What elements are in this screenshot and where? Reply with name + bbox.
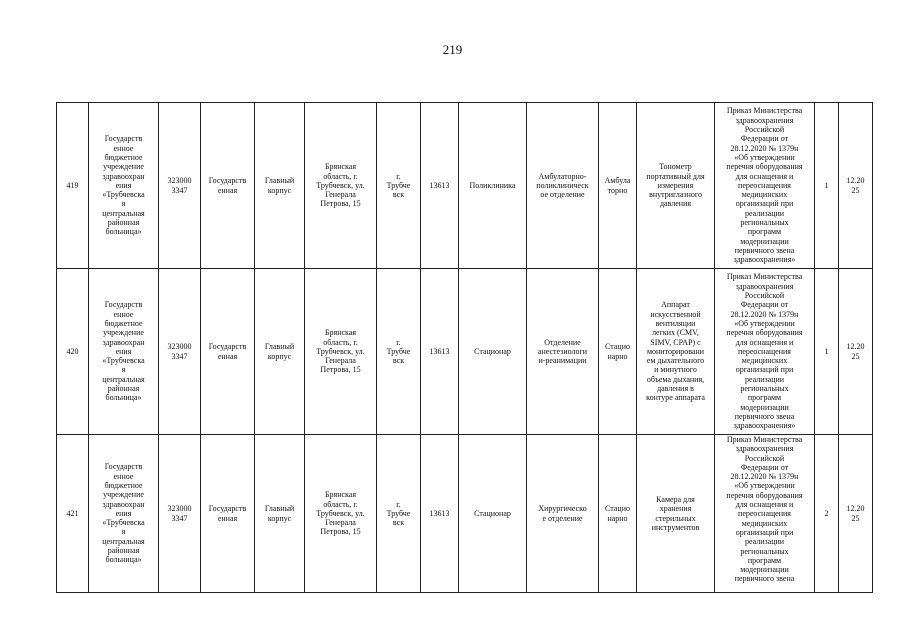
facility-type: Стационар — [459, 269, 527, 435]
city: г. Трубче вск — [377, 269, 421, 435]
due-date: 12.20 25 — [839, 269, 873, 435]
institution-name: Государств енное бюджетное учреждение здравоохран ения «Трубчевска я центральная районная больница» — [89, 269, 159, 435]
page-number: 219 — [442, 42, 463, 57]
legal-basis: Приказ Министерства здравоохранения Российской Федерации от 28.12.2020 № 1379н «Об утверждении перечня оборудования для оснащения и переоснащения медицинских организаций при реализации региональных программ модернизации первичного звена здравоохранения» — [715, 269, 815, 435]
equipment-name: Камера для хранения стерильных инструментов — [637, 435, 715, 593]
building: Главный корпус — [255, 435, 305, 593]
quantity: 1 — [815, 269, 839, 435]
building: Главный корпус — [255, 269, 305, 435]
ownership-form: Государств енная — [201, 269, 255, 435]
address: Брянская область, г. Трубчевск, ул. Генерала Петрова, 15 — [305, 103, 377, 269]
quantity: 1 — [815, 103, 839, 269]
city: г. Трубче вск — [377, 103, 421, 269]
institution-name: Государств енное бюджетное учреждение здравоохран ения «Трубчевска я центральная районная больница» — [89, 103, 159, 269]
institution-code: 323000 3347 — [159, 269, 201, 435]
institution-name: Государств енное бюджетное учреждение здравоохран ения «Трубчевска я центральная районная больница» — [89, 435, 159, 593]
department: Амбулаторно- поликлиническ ое отделение — [527, 103, 599, 269]
institution-code: 323000 3347 — [159, 103, 201, 269]
care-type: Стацио нарно — [599, 269, 637, 435]
ownership-form: Государств енная — [201, 435, 255, 593]
table-row — [57, 103, 873, 269]
quantity: 2 — [815, 435, 839, 593]
table-row — [57, 435, 873, 593]
equipment-name: Аппарат искусственной вентиляции легких (CMV, SIMV, CPAP) с мониторировани ем дыхательного и минутного объема дыхания, давления в контуре аппарата — [637, 269, 715, 435]
row-number: 421 — [57, 435, 89, 593]
department: Хирургическо е отделение — [527, 435, 599, 593]
equipment-name: Тонометр портативный для измерения внутриглазного давления — [637, 103, 715, 269]
due-date: 12.20 25 — [839, 435, 873, 593]
city: г. Трубче вск — [377, 435, 421, 593]
due-date: 12.20 25 — [839, 103, 873, 269]
oktmo-code: 13613 — [421, 103, 459, 269]
equipment-table — [56, 102, 873, 593]
legal-basis: Приказ Министерства здравоохранения Российской Федерации от 28.12.2020 № 1379н «Об утверждении перечня оборудования для оснащения и переоснащения медицинских организаций при реализации региональных программ модернизации первичного звена здравоохранения» — [715, 103, 815, 269]
legal-basis: Приказ Министерства здравоохранения Российской Федерации от 28.12.2020 № 1379н «Об утверждении перечня оборудования для оснащения и переоснащения медицинских организаций при реализации региональных программ модернизации первичного звена — [715, 435, 815, 593]
building: Главный корпус — [255, 103, 305, 269]
care-type: Амбула торно — [599, 103, 637, 269]
table-row — [57, 269, 873, 435]
facility-type: Поликлиника — [459, 103, 527, 269]
address: Брянская область, г. Трубчевск, ул. Генерала Петрова, 15 — [305, 435, 377, 593]
facility-type: Стационар — [459, 435, 527, 593]
row-number: 419 — [57, 103, 89, 269]
department: Отделение анестезиологи и-реанимации — [527, 269, 599, 435]
care-type: Стацио нарно — [599, 435, 637, 593]
address: Брянская область, г. Трубчевск, ул. Генерала Петрова, 15 — [305, 269, 377, 435]
oktmo-code: 13613 — [421, 269, 459, 435]
ownership-form: Государств енная — [201, 103, 255, 269]
row-number: 420 — [57, 269, 89, 435]
oktmo-code: 13613 — [421, 435, 459, 593]
institution-code: 323000 3347 — [159, 435, 201, 593]
